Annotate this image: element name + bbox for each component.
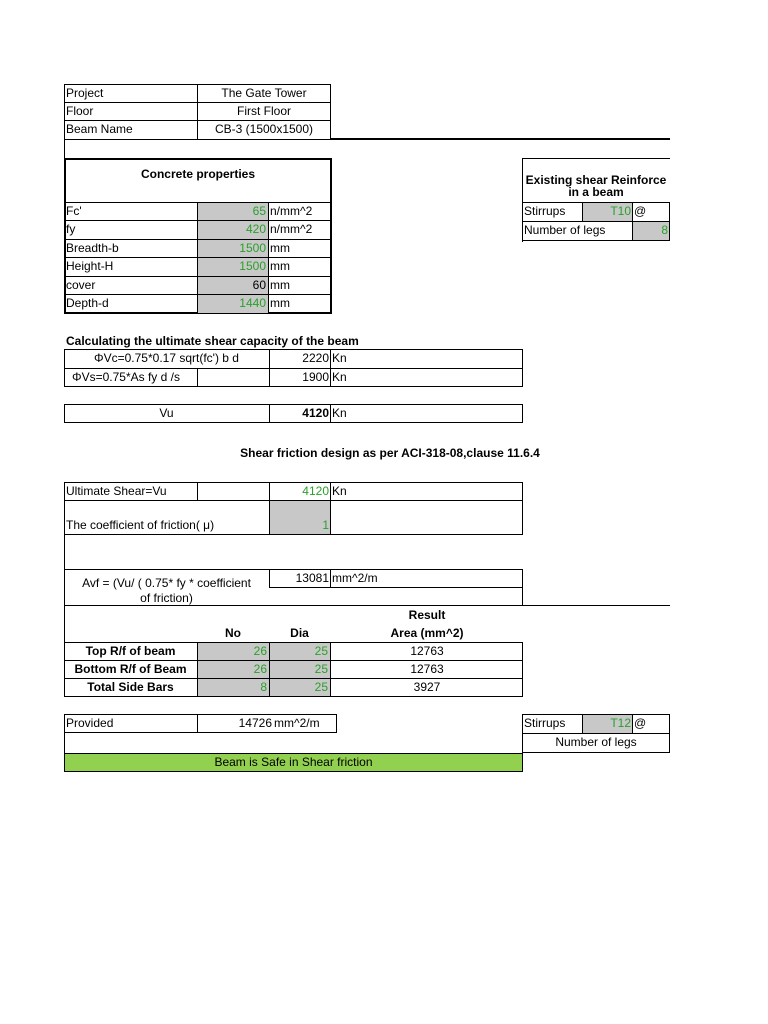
- concrete-prop-value[interactable]: 1500: [239, 241, 266, 255]
- provided-value: 14726: [238, 716, 272, 730]
- col-area-header: Area (mm^2): [390, 626, 464, 640]
- header-divider: [331, 138, 670, 140]
- vc-formula: ΦVc=0.75*0.17 sqrt(fc') b d: [94, 351, 239, 365]
- reinforcement-dia[interactable]: 25: [314, 680, 328, 694]
- concrete-prop-value[interactable]: 1440: [239, 296, 266, 310]
- concrete-prop-label: Height-H: [66, 259, 114, 273]
- vs-formula: ΦVs=0.75*As fy d /s: [72, 370, 180, 384]
- concrete-prop-label: Depth-d: [66, 296, 109, 310]
- floor-value: First Floor: [237, 104, 291, 118]
- reinforcement-no[interactable]: 26: [253, 644, 267, 658]
- reinforcement-dia[interactable]: 25: [314, 644, 328, 658]
- vs-value: 1900: [302, 370, 329, 384]
- provided-stirrups-value[interactable]: T12: [610, 716, 631, 730]
- existing-stirrups-label: Stirrups: [524, 204, 566, 218]
- vu-unit: Kn: [332, 406, 347, 420]
- provided-stirrups-label: Stirrups: [524, 716, 566, 730]
- safety-status-bar: [64, 753, 523, 772]
- safety-status-text: Beam is Safe in Shear friction: [214, 755, 373, 769]
- vc-unit: Kn: [332, 351, 347, 365]
- vs-unit: Kn: [332, 370, 347, 384]
- existing-legs-label: Number of legs: [524, 223, 606, 237]
- existing-shear-title-1: Existing shear Reinforce: [525, 173, 667, 187]
- floor-label: Floor: [66, 104, 94, 118]
- reinforcement-no[interactable]: 26: [253, 662, 267, 676]
- project-value: The Gate Tower: [221, 86, 307, 100]
- concrete-prop-label: Breadth-b: [66, 241, 119, 255]
- ultimate-shear-value[interactable]: 4120: [302, 484, 329, 498]
- concrete-properties-title: Concrete properties: [140, 167, 256, 181]
- concrete-prop-label: fy: [66, 222, 76, 236]
- provided-legs-label: Number of legs: [555, 735, 637, 749]
- beam-name-value: CB-3 (1500x1500): [214, 122, 314, 136]
- avf-formula-line2: of friction): [140, 591, 193, 605]
- reinforcement-dia[interactable]: 25: [314, 662, 328, 676]
- concrete-prop-label: cover: [66, 278, 96, 292]
- concrete-prop-unit: n/mm^2: [270, 222, 313, 236]
- reinforcement-row-label: Top R/f of beam: [85, 644, 176, 658]
- friction-coefficient-label: The coefficient of friction( μ): [66, 518, 215, 532]
- concrete-prop-unit: mm: [270, 278, 290, 292]
- concrete-prop-value[interactable]: 1500: [239, 259, 266, 273]
- col-no-header: No: [225, 626, 241, 640]
- reinforcement-no[interactable]: 8: [260, 680, 267, 694]
- vu-value: 4120: [302, 406, 329, 420]
- reinforcement-row-label: Total Side Bars: [87, 680, 174, 694]
- concrete-prop-value[interactable]: 65: [252, 204, 266, 218]
- existing-shear-title-2: in a beam: [568, 185, 624, 199]
- concrete-prop-unit: mm: [270, 296, 290, 310]
- friction-title: Shear friction design as per ACI-318-08,clause 11.6.4: [240, 446, 540, 460]
- beam-name-label: Beam Name: [66, 122, 133, 136]
- reinforcement-area: 12763: [410, 662, 444, 676]
- vu-label: Vu: [159, 406, 174, 420]
- existing-stirrups-value[interactable]: T10: [610, 204, 631, 218]
- reinforcement-area: 12763: [410, 644, 444, 658]
- avf-value: 13081: [295, 571, 329, 585]
- concrete-prop-value[interactable]: 60: [252, 278, 266, 292]
- concrete-prop-label: Fc': [66, 204, 82, 218]
- provided-label: Provided: [66, 716, 114, 730]
- ultimate-shear-unit: Kn: [332, 484, 347, 498]
- concrete-prop-value[interactable]: 420: [245, 222, 266, 236]
- existing-stirrups-at: @: [634, 204, 647, 218]
- capacity-title: Calculating the ultimate shear capacity of the beam: [66, 334, 359, 348]
- avf-formula-line1: Avf = (Vu/ ( 0.75* fy * coefficient: [82, 576, 251, 590]
- result-title: Result: [408, 608, 446, 622]
- ultimate-shear-label: Ultimate Shear=Vu: [66, 484, 167, 498]
- concrete-prop-unit: n/mm^2: [270, 204, 313, 218]
- concrete-prop-unit: mm: [270, 241, 290, 255]
- existing-legs-value[interactable]: 8: [661, 223, 668, 237]
- col-dia-header: Dia: [290, 626, 309, 640]
- reinforcement-row-label: Bottom R/f of Beam: [74, 662, 187, 676]
- concrete-prop-unit: mm: [270, 259, 290, 273]
- project-label: Project: [66, 86, 104, 100]
- provided-stirrups-at: @: [634, 716, 647, 730]
- reinforcement-area: 3927: [413, 680, 441, 694]
- vc-value: 2220: [302, 351, 329, 365]
- provided-unit: mm^2/m: [274, 716, 320, 730]
- friction-coefficient-value[interactable]: 1: [322, 518, 329, 532]
- avf-unit: mm^2/m: [332, 571, 378, 585]
